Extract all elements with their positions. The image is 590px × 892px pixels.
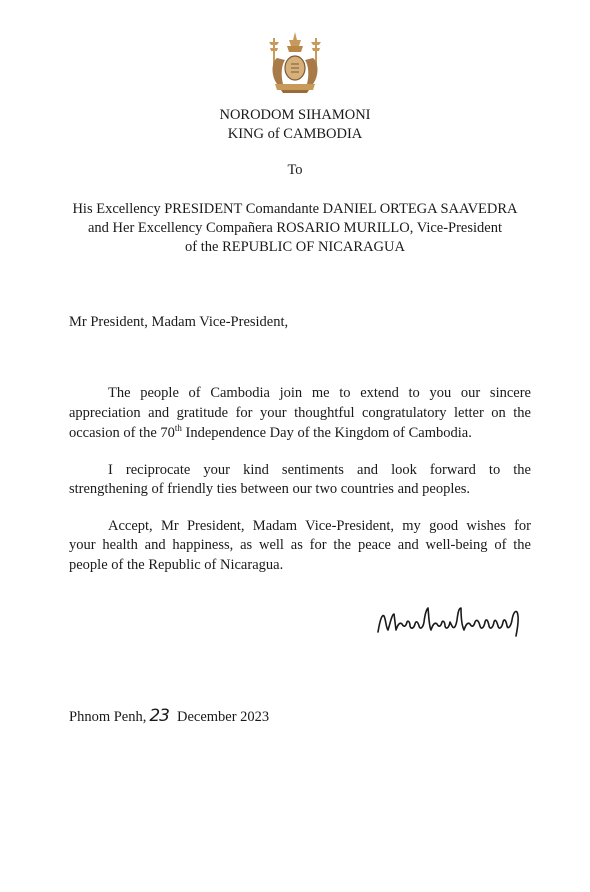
handwritten-day: 23 <box>149 706 169 726</box>
to-label: To <box>287 162 303 178</box>
royal-arms-icon <box>259 30 331 94</box>
place: Phnom Penh, <box>69 709 147 725</box>
paragraph-line: strengthening of friendly ties between our two countries and peoples. <box>69 481 471 497</box>
paragraph-line: Accept, Mr President, Madam Vice-President, my good wishes for <box>108 518 531 534</box>
salutation: Mr President, Madam Vice-President, <box>69 314 289 330</box>
paragraph-line: people of the Republic of Nicaragua. <box>69 557 284 573</box>
paragraph-line <box>69 425 472 442</box>
addressee-line: His Excellency PRESIDENT Comandante DANIEL ORTEGA SAAVEDRA <box>72 201 518 217</box>
superscript: th <box>174 423 182 434</box>
text-span: occasion of the 70 <box>69 425 175 441</box>
sender-title: KING of CAMBODIA <box>227 126 363 142</box>
paragraph-line: I reciprocate your kind sentiments and look forward to the <box>108 462 531 478</box>
closing-line <box>69 706 269 726</box>
paragraph-line: appreciation and gratitude for your thoughtful congratulatory letter on the <box>69 405 531 421</box>
signature-image <box>374 600 530 640</box>
month-year: December 2023 <box>176 709 270 725</box>
addressee-line: of the REPUBLIC OF NICARAGUA <box>185 239 405 255</box>
addressee-line: and Her Excellency Compañera ROSARIO MURILLO, Vice-President <box>87 220 503 236</box>
paragraph-line: The people of Cambodia join me to extend to you our sincere <box>108 385 531 401</box>
paragraph-line: your health and happiness, as well as for the peace and well-being of the <box>69 537 531 553</box>
text-span: Independence Day of the Kingdom of Cambodia. <box>181 425 472 441</box>
sender-name: NORODOM SIHAMONI <box>219 107 371 123</box>
